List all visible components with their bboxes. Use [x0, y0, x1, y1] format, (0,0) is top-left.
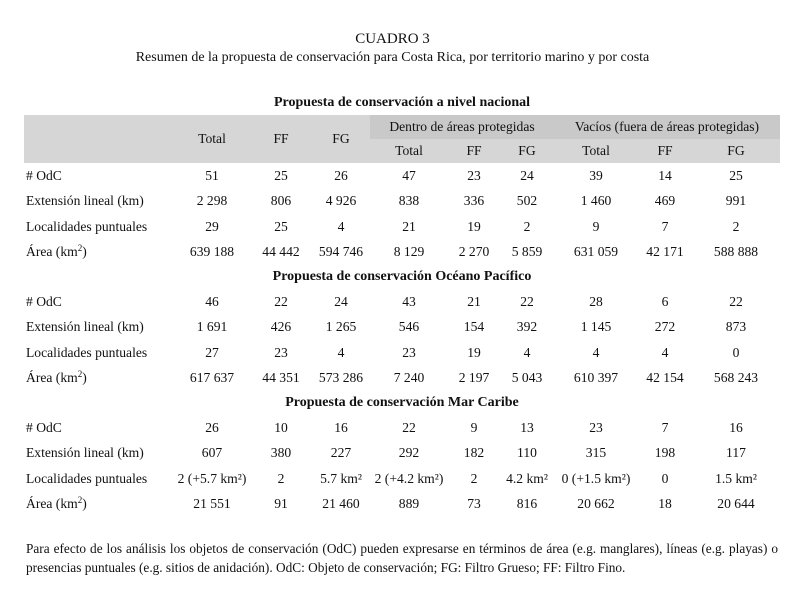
table-cell: 546 [398, 319, 420, 335]
table-row-loc [24, 214, 780, 240]
table-cell: 594 746 [318, 244, 364, 260]
table-cell: 23 [589, 419, 603, 435]
table-cell: 8 129 [393, 244, 425, 260]
table-cell: 23 [402, 344, 416, 360]
row-label-loc: Localidades puntuales [26, 344, 148, 360]
table-cell: 7 [661, 419, 669, 435]
subheader-total: Total [554, 139, 638, 163]
table-cell: 47 [402, 167, 416, 183]
subheader-ff: FF [638, 139, 692, 163]
table-cell: 7 [661, 218, 669, 234]
table-cell: 568 243 [713, 370, 759, 386]
table-cell: 2 197 [458, 370, 490, 386]
header-group-inside-protected: Dentro de áreas protegidas [370, 115, 554, 139]
table-cell: 21 460 [322, 496, 360, 512]
table-cell: 4 [337, 344, 345, 360]
table-cell: 292 [398, 445, 420, 461]
table-cell: 502 [516, 193, 538, 209]
table-cell: 889 [398, 496, 420, 512]
table-cell: 2 [732, 218, 740, 234]
table-cell: 0 [661, 470, 669, 486]
row-label-ext: Extensión lineal (km) [26, 445, 144, 461]
table-cell: 21 551 [193, 496, 231, 512]
table-cell: 2 [470, 470, 478, 486]
row-label-text: Área (km [26, 370, 78, 386]
table-cell: 20 662 [577, 496, 615, 512]
table-cell: 22 [402, 419, 416, 435]
row-label-text: Área (km [26, 244, 78, 260]
table-cell: 117 [726, 445, 746, 461]
table-cell: 46 [205, 293, 219, 309]
table-cell: 18 [658, 496, 672, 512]
row-label-odc: # OdC [26, 419, 62, 435]
section-heading-row [24, 391, 780, 415]
row-label-area [24, 240, 174, 266]
table-cell: 5 859 [511, 244, 543, 260]
table-cell: 43 [402, 293, 416, 309]
table-cell: 1 145 [580, 319, 612, 335]
table-row-loc [24, 340, 780, 366]
table-cell: 91 [274, 496, 288, 512]
table-cell: 573 286 [318, 370, 364, 386]
table-cell: 2 [277, 470, 285, 486]
table-cell: 2 (+4.2 km²) [374, 470, 444, 486]
table-title: CUADRO 3 [355, 31, 430, 47]
table-footnote: Para efecto de los análisis los objetos de conservación (OdC) pueden expresarse en términos de área (e.g. manglares), líneas (e.g. playas) o presencias puntuales (e.g. sitios de anidación). OdC: Objeto de conservación; FG: Filtro Grueso; FF: Filtro Fino. [26, 541, 778, 575]
table-row-odc [24, 163, 780, 189]
section-heading-row [24, 91, 780, 115]
table-cell: 6 [661, 293, 669, 309]
table-cell: 51 [205, 167, 219, 183]
table-cell: 392 [516, 319, 538, 335]
table-row-area [24, 240, 780, 266]
table-cell: 227 [330, 445, 352, 461]
row-label-odc: # OdC [26, 167, 62, 183]
table-cell: 42 171 [646, 244, 684, 260]
table-row-ext [24, 189, 780, 215]
table-cell: 26 [205, 419, 219, 435]
table-cell: 4.2 km² [506, 470, 548, 486]
table-cell: 2 270 [458, 244, 490, 260]
table-cell: 1.5 km² [715, 470, 757, 486]
table-cell: 21 [467, 293, 481, 309]
header-fg: FG [312, 115, 370, 163]
table-cell: 272 [654, 319, 676, 335]
table-cell: 0 [732, 344, 740, 360]
table-cell: 29 [205, 218, 219, 234]
table-cell: 110 [517, 445, 537, 461]
table-cell: 315 [585, 445, 607, 461]
table-cell: 5.7 km² [320, 470, 362, 486]
table-cell: 39 [589, 167, 603, 183]
table-cell: 2 298 [196, 193, 228, 209]
table-cell: 42 154 [646, 370, 684, 386]
table-cell: 838 [398, 193, 420, 209]
table-row-ext [24, 315, 780, 341]
section-heading: Propuesta de conservación Océano Pacífico [272, 269, 532, 284]
row-label-text: ) [82, 244, 87, 260]
table-cell: 25 [729, 167, 743, 183]
table-cell: 4 [523, 344, 531, 360]
section-heading-row [24, 265, 780, 289]
table-cell: 23 [467, 167, 481, 183]
row-label-area [24, 492, 174, 518]
table-cell: 639 188 [189, 244, 235, 260]
table-cell: 9 [470, 419, 478, 435]
table-cell: 4 [337, 218, 345, 234]
section-heading: Propuesta de conservación Mar Caribe [285, 395, 519, 410]
table-cell: 1 691 [196, 319, 228, 335]
table-cell: 617 637 [189, 370, 235, 386]
table-cell: 469 [654, 193, 676, 209]
table-cell: 4 [592, 344, 600, 360]
table-cell: 2 (+5.7 km²) [177, 470, 247, 486]
subheader-fg: FG [500, 139, 554, 163]
subheader-fg: FG [692, 139, 780, 163]
row-label-superscript: 2 [77, 495, 83, 506]
row-label-area [24, 366, 174, 392]
table-cell: 20 644 [717, 496, 755, 512]
table-cell: 19 [467, 344, 481, 360]
header-row-groups [24, 115, 780, 139]
table-cell: 426 [270, 319, 292, 335]
row-label-superscript: 2 [77, 243, 83, 254]
table-cell: 24 [334, 293, 348, 309]
row-label-text: ) [82, 370, 87, 386]
table-cell: 26 [334, 167, 348, 183]
table-cell: 10 [274, 419, 288, 435]
table-cell: 44 442 [262, 244, 300, 260]
table-cell: 25 [274, 167, 288, 183]
row-label-ext: Extensión lineal (km) [26, 193, 144, 209]
table-cell: 25 [274, 218, 288, 234]
table-cell: 7 240 [393, 370, 425, 386]
table-cell: 2 [523, 218, 531, 234]
table-row-area [24, 366, 780, 392]
table-cell: 73 [467, 496, 481, 512]
row-label-text: ) [82, 496, 87, 512]
table-cell: 873 [725, 319, 747, 335]
table-cell: 336 [463, 193, 485, 209]
table-cell: 4 [661, 344, 669, 360]
table-cell: 9 [592, 218, 600, 234]
table-cell: 1 460 [580, 193, 612, 209]
table-cell: 806 [270, 193, 292, 209]
table-cell: 0 (+1.5 km²) [561, 470, 631, 486]
table-cell: 27 [205, 344, 219, 360]
table-cell: 588 888 [713, 244, 759, 260]
table-cell: 1 265 [325, 319, 357, 335]
table-cell: 631 059 [573, 244, 619, 260]
table-cell: 22 [520, 293, 534, 309]
header-ff: FF [250, 115, 312, 163]
table-cell: 21 [402, 218, 416, 234]
table-cell: 991 [725, 193, 747, 209]
table-cell: 380 [270, 445, 292, 461]
header-blank [24, 115, 174, 163]
table-cell: 22 [729, 293, 743, 309]
table-subtitle: Resumen de la propuesta de conservación para Costa Rica, por territorio marino y por costa [135, 50, 650, 65]
table-row-odc [24, 289, 780, 315]
header-total: Total [174, 115, 250, 163]
subheader-ff: FF [448, 139, 500, 163]
subheader-total: Total [370, 139, 448, 163]
table-row-ext [24, 441, 780, 467]
table-cell: 154 [463, 319, 485, 335]
table-cell: 22 [274, 293, 288, 309]
table-cell: 182 [463, 445, 485, 461]
conservation-summary-table [24, 91, 780, 517]
table-row-area [24, 492, 780, 518]
row-label-ext: Extensión lineal (km) [26, 319, 144, 335]
table-cell: 28 [589, 293, 603, 309]
table-row-odc [24, 415, 780, 441]
table-cell: 23 [274, 344, 288, 360]
table-cell: 44 351 [262, 370, 300, 386]
table-cell: 198 [654, 445, 676, 461]
table-cell: 610 397 [573, 370, 619, 386]
row-label-odc: # OdC [26, 293, 62, 309]
table-cell: 4 926 [325, 193, 357, 209]
row-label-loc: Localidades puntuales [26, 470, 148, 486]
table-cell: 607 [201, 445, 223, 461]
table-cell: 16 [729, 419, 743, 435]
section-heading: Propuesta de conservación a nivel nacional [273, 95, 531, 110]
row-label-loc: Localidades puntuales [26, 218, 148, 234]
table-cell: 19 [467, 218, 481, 234]
table-cell: 816 [516, 496, 538, 512]
table-cell: 13 [520, 419, 534, 435]
table-cell: 16 [334, 419, 348, 435]
header-group-gaps: Vacíos (fuera de áreas protegidas) [554, 115, 780, 139]
table-row-loc [24, 466, 780, 492]
table-cell: 5 043 [511, 370, 543, 386]
row-label-text: Área (km [26, 496, 78, 512]
table-cell: 14 [658, 167, 672, 183]
row-label-superscript: 2 [77, 369, 83, 380]
table-cell: 24 [520, 167, 534, 183]
